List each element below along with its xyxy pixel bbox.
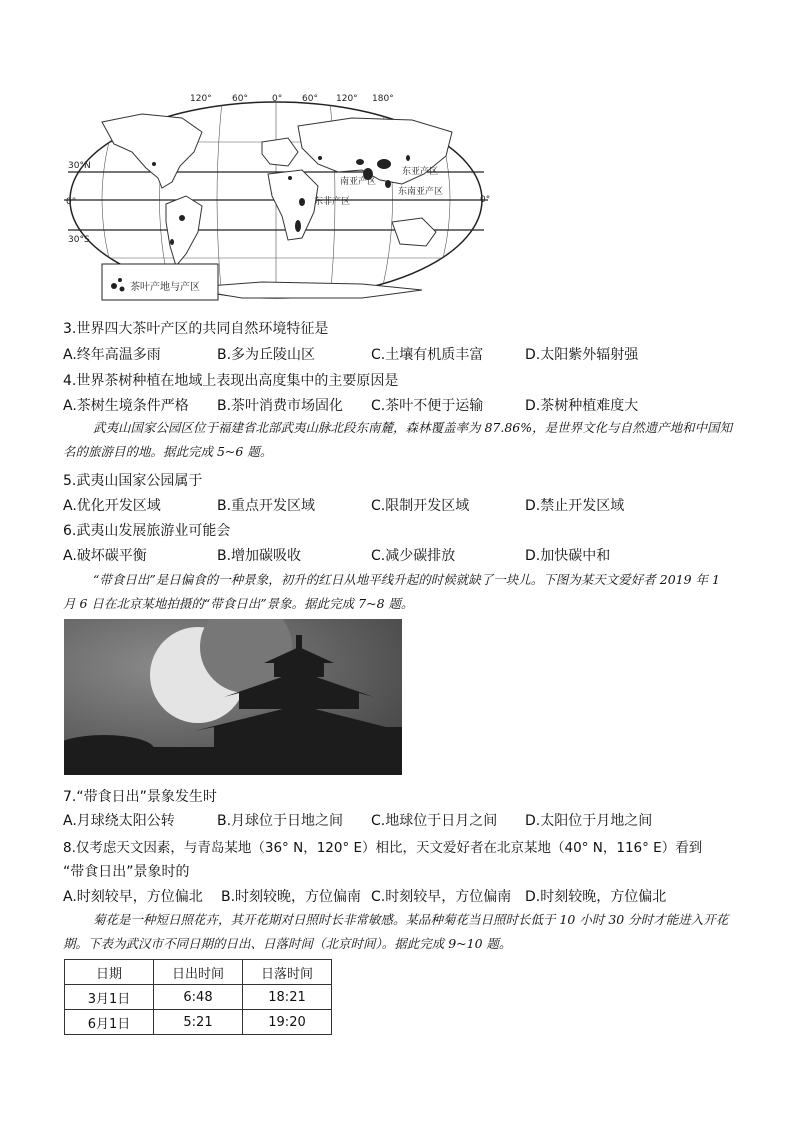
q3-stem: 3.世界四大茶叶产区的共同自然环境特征是 bbox=[63, 321, 329, 337]
table-row bbox=[65, 1010, 332, 1035]
q7-option-c: C.地球位于日月之间 bbox=[371, 813, 498, 829]
q5-option-a: A.优化开发区域 bbox=[63, 498, 161, 514]
lat-label: 0° bbox=[66, 197, 77, 207]
lon-label: 120° bbox=[190, 94, 212, 104]
lon-label: 120° bbox=[336, 94, 358, 104]
eclipse-sunrise-photo bbox=[64, 619, 402, 775]
q5-option-d: D.禁止开发区域 bbox=[525, 498, 625, 514]
table-header: 日落时间 bbox=[243, 960, 332, 985]
lon-label: 0° bbox=[272, 94, 283, 104]
region-label: 东亚产区 bbox=[402, 167, 439, 177]
table-cell: 5:21 bbox=[154, 1010, 243, 1035]
q4-option-a: A.茶树生境条件严格 bbox=[63, 398, 189, 414]
q7-option-a: A.月球绕太阳公转 bbox=[63, 813, 175, 829]
region-label: 东南亚产区 bbox=[398, 187, 444, 197]
table-header: 日期 bbox=[65, 960, 154, 985]
table-cell: 19:20 bbox=[243, 1010, 332, 1035]
legend-label: 茶叶产地与产区 bbox=[130, 282, 200, 293]
q3-option-c: C.土壤有机质丰富 bbox=[371, 347, 484, 363]
q8-option-d: D.时刻较晚，方位偏北 bbox=[525, 889, 667, 905]
q3-option-b: B.多为丘陵山区 bbox=[217, 347, 316, 363]
lat-label: 0° bbox=[480, 195, 490, 205]
q5-option-b: B.重点开发区域 bbox=[217, 498, 316, 514]
region-label: 东非产区 bbox=[314, 197, 351, 207]
lat-label: 30°S bbox=[68, 235, 90, 245]
q6-option-b: B.增加碳吸收 bbox=[217, 548, 302, 564]
sunrise-sunset-table bbox=[64, 959, 332, 1035]
table-header: 日出时间 bbox=[154, 960, 243, 985]
q4-option-c: C.茶叶不便于运输 bbox=[371, 398, 484, 414]
lon-label: 180° bbox=[372, 94, 394, 104]
q8-stem-continued: “带食日出”景象时的 bbox=[63, 864, 190, 880]
q6-option-c: C.减少碳排放 bbox=[371, 548, 456, 564]
q8-option-b: B.时刻较晚，方位偏南 bbox=[221, 889, 362, 905]
passage-eclipse-sunrise: “带食日出”是日偏食的一种景象，初升的红日从地平线升起的时候就缺了一块儿。下图为某天文爱好者 2019 年 1 月 6 日在北京某地拍摄的“带食日出”景象。据此完成 7~8 题。 bbox=[63, 572, 720, 611]
table-cell: 6:48 bbox=[154, 985, 243, 1010]
q8-stem: 8.仅考虑天文因素，与青岛某地（36° N，120° E）相比，天文爱好者在北京某地（40° N，116° E）看到 bbox=[63, 840, 703, 856]
passage-chrysanthemum: 菊花是一种短日照花卉，其开花期对日照时长非常敏感。某品种菊花当日照时长低于 10 小时 30 分时才能进入开花期。下表为武汉市不同日期的日出、日落时间（北京时间）。据此完成 9~10 题。 bbox=[63, 912, 729, 951]
q4-option-b: B.茶叶消费市场固化 bbox=[217, 398, 344, 414]
q7-stem: 7.“带食日出”景象发生时 bbox=[63, 789, 217, 805]
lat-label: 30°N bbox=[68, 161, 91, 171]
table-row bbox=[65, 985, 332, 1010]
q8-option-c: C.时刻较早，方位偏南 bbox=[371, 889, 512, 905]
table-header-row bbox=[65, 960, 332, 985]
table-cell: 3月1日 bbox=[65, 985, 154, 1010]
q3-option-a: A.终年高温多雨 bbox=[63, 347, 161, 363]
q5-stem: 5.武夷山国家公园属于 bbox=[63, 473, 203, 489]
q6-stem: 6.武夷山发展旅游业可能会 bbox=[63, 523, 231, 539]
q6-option-a: A.破坏碳平衡 bbox=[63, 548, 147, 564]
q4-stem: 4.世界茶树种植在地域上表现出高度集中的主要原因是 bbox=[63, 373, 399, 389]
region-label: 南亚产区 bbox=[340, 177, 377, 187]
table-cell: 6月1日 bbox=[65, 1010, 154, 1035]
q3-option-d: D.太阳紫外辐射强 bbox=[525, 347, 639, 363]
lon-label: 60° bbox=[232, 94, 248, 104]
q8-option-a: A.时刻较早，方位偏北 bbox=[63, 889, 203, 905]
table-cell: 18:21 bbox=[243, 985, 332, 1010]
lon-label: 60° bbox=[302, 94, 318, 104]
q7-option-b: B.月球位于日地之间 bbox=[217, 813, 344, 829]
passage-wuyishan: 武夷山国家公园区位于福建省北部武夷山脉北段东南麓，森林覆盖率为 87.86%，是世界文化与自然遗产地和中国知名的旅游目的地。据此完成 5~6 题。 bbox=[63, 420, 733, 459]
q7-option-d: D.太阳位于月地之间 bbox=[525, 813, 653, 829]
q4-option-d: D.茶树种植难度大 bbox=[525, 398, 639, 414]
world-tea-map bbox=[62, 92, 490, 304]
q6-option-d: D.加快碳中和 bbox=[525, 548, 611, 564]
q5-option-c: C.限制开发区域 bbox=[371, 498, 470, 514]
